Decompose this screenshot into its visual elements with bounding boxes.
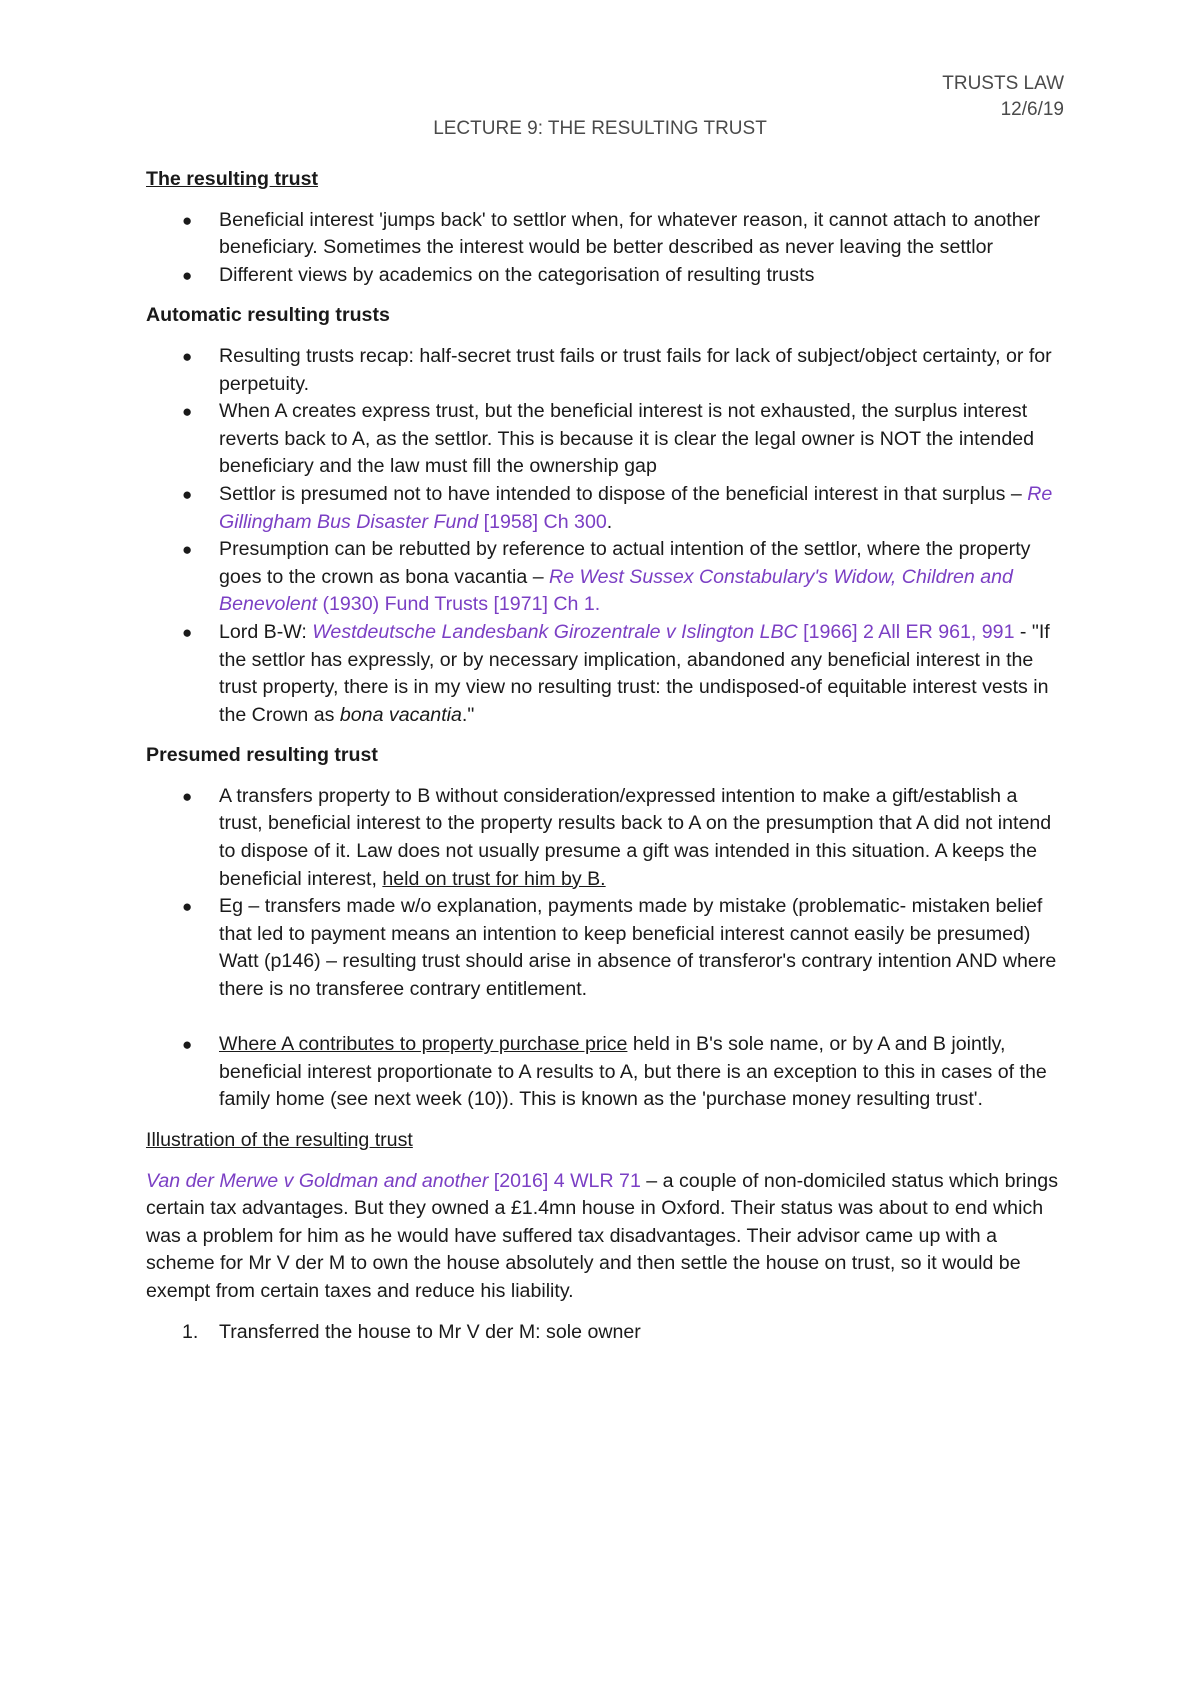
lecture-date: 12/6/19 [1000,99,1064,120]
case-name: Re Gillingham Bus Disaster Fund [219,482,1053,533]
case-citation: (1930) Fund Trusts [1971] Ch 1. [317,593,601,616]
list-item: ● When A creates express trust, but the beneficial interest is not exhausted, the surplus interest reverts back to A, as the settlor. This is because it is clear the legal owner is NOT the intended beneficiary and the law must fill the ownership gap [182,400,1035,478]
bullet-icon: ● [182,786,193,806]
bullet-list [146,783,1066,1114]
bullet-icon: ● [182,265,193,285]
bullet-icon: ● [182,346,193,366]
case-citation: [2016] 4 WLR 71 [488,1169,641,1192]
list-item: ● Beneficial interest 'jumps back' to settlor when, for whatever reason, it cannot attach to another beneficiary. Sometimes the interest would be better described as never leaving the settlor [182,208,1041,259]
bullet-icon: ● [182,210,193,230]
bullet-icon: ● [182,1035,193,1055]
course-title: TRUSTS LAW [942,73,1064,94]
case-citation: [1966] 2 All ER 961, 991 [797,620,1015,643]
list-item: ● A transfers property to B without consideration/expressed intention to make a gift/establish a trust, beneficial interest to the property results back to A on the presumption that A did not intend to dispose of it. Law does not usually presume a gift was intended in this situation. A keeps the beneficial interest, held on trust for him by B. [182,784,1052,890]
case-name: Van der Merwe v Goldman and another [146,1169,489,1192]
list-item: ● Presumption can be rebutted by reference to actual intention of the settlor, where the property goes to the crown as bona vacantia – Re West Sussex Constabulary's Widow, Children and Benevolent (1930) Fund Trusts [1971] Ch 1. [182,538,1031,616]
case-name: Westdeutsche Landesbank Girozentrale v Islington LBC [312,620,798,643]
case-paragraph: Van der Merwe v Goldman and another [2016] 4 WLR 71 – a couple of non-domiciled status which brings certain tax advantages. But they owned a £1.4mn house in Oxford. Their status was about to end which was a problem for him as he would have suffered tax disadvantages. Their advisor came up with a scheme for Mr V der M to own the house absolutely and then settle the house on trust, so it would be exempt from certain taxes and reduce his liability. [146,1169,1058,1302]
bullet-icon: ● [182,622,193,642]
list-item: 1. Transferred the house to Mr V der M: sole owner [146,1319,1066,1347]
lecture-title: LECTURE 9: THE RESULTING TRUST [433,118,767,139]
list-item: ● Lord B-W: Westdeutsche Landesbank Girozentrale v Islington LBC [1966] 2 All ER 961, 991 - "If the settlor has expressly, or by necessary implication, abandoned any beneficial interest in the trust property, there is in my view no resulting trust: the undisposed-of equitable interest vests in the Crown as bona vacantia." [182,620,1050,726]
case-citation: [1958] Ch 300 [478,510,607,533]
section-heading-resulting-trust: The resulting trust [146,168,319,190]
bullet-icon: ● [182,402,193,422]
bullet-list [146,207,1066,290]
section-heading-presumed: Presumed resulting trust [146,744,378,767]
list-item: ● Eg – transfers made w/o explanation, payments made by mistake (problematic- mistaken belief that led to payment means an intention to keep beneficial interest cannot easily be presumed) Watt (p146) – resulting trust should arise in absence of transferor's contrary intention AND where there is no transferee contrary entitlement. [182,895,1057,1001]
italic-term: bona vacantia [339,703,462,726]
section-heading-illustration: Illustration of the resulting trust [146,1129,413,1151]
list-number: 1. [182,1320,199,1343]
list-item: ● Settlor is presumed not to have intended to dispose of the beneficial interest in that surplus – Re Gillingham Bus Disaster Fund [1958] Ch 300. [182,482,1053,533]
case-name: Re West Sussex Constabulary's Widow, Children and Benevolent [219,565,1013,616]
list-item: ● Resulting trusts recap: half-secret trust fails or trust fails for lack of subject/object certainty, or for perpetuity. [182,344,1052,395]
underlined-phrase: Where A contributes to property purchase price [219,1033,628,1056]
section-heading-automatic: Automatic resulting trusts [146,304,390,327]
bullet-icon: ● [182,897,193,917]
bullet-icon: ● [182,484,193,504]
bullet-list [146,343,1066,729]
numbered-list [146,1319,1066,1347]
list-item: ● Where A contributes to property purchase price held in B's sole name, or by A and B jointly, beneficial interest proportionate to A results to A, but there is an exception to this in cases of the family home (see next week (10)). This is known as the 'purchase money resulting trust'. [182,1033,1047,1111]
document-body [146,166,1066,1359]
underlined-phrase: held on trust for him by B. [382,867,606,890]
bullet-icon: ● [182,540,193,560]
list-item: ● Different views by academics on the categorisation of resulting trusts [146,262,1066,290]
